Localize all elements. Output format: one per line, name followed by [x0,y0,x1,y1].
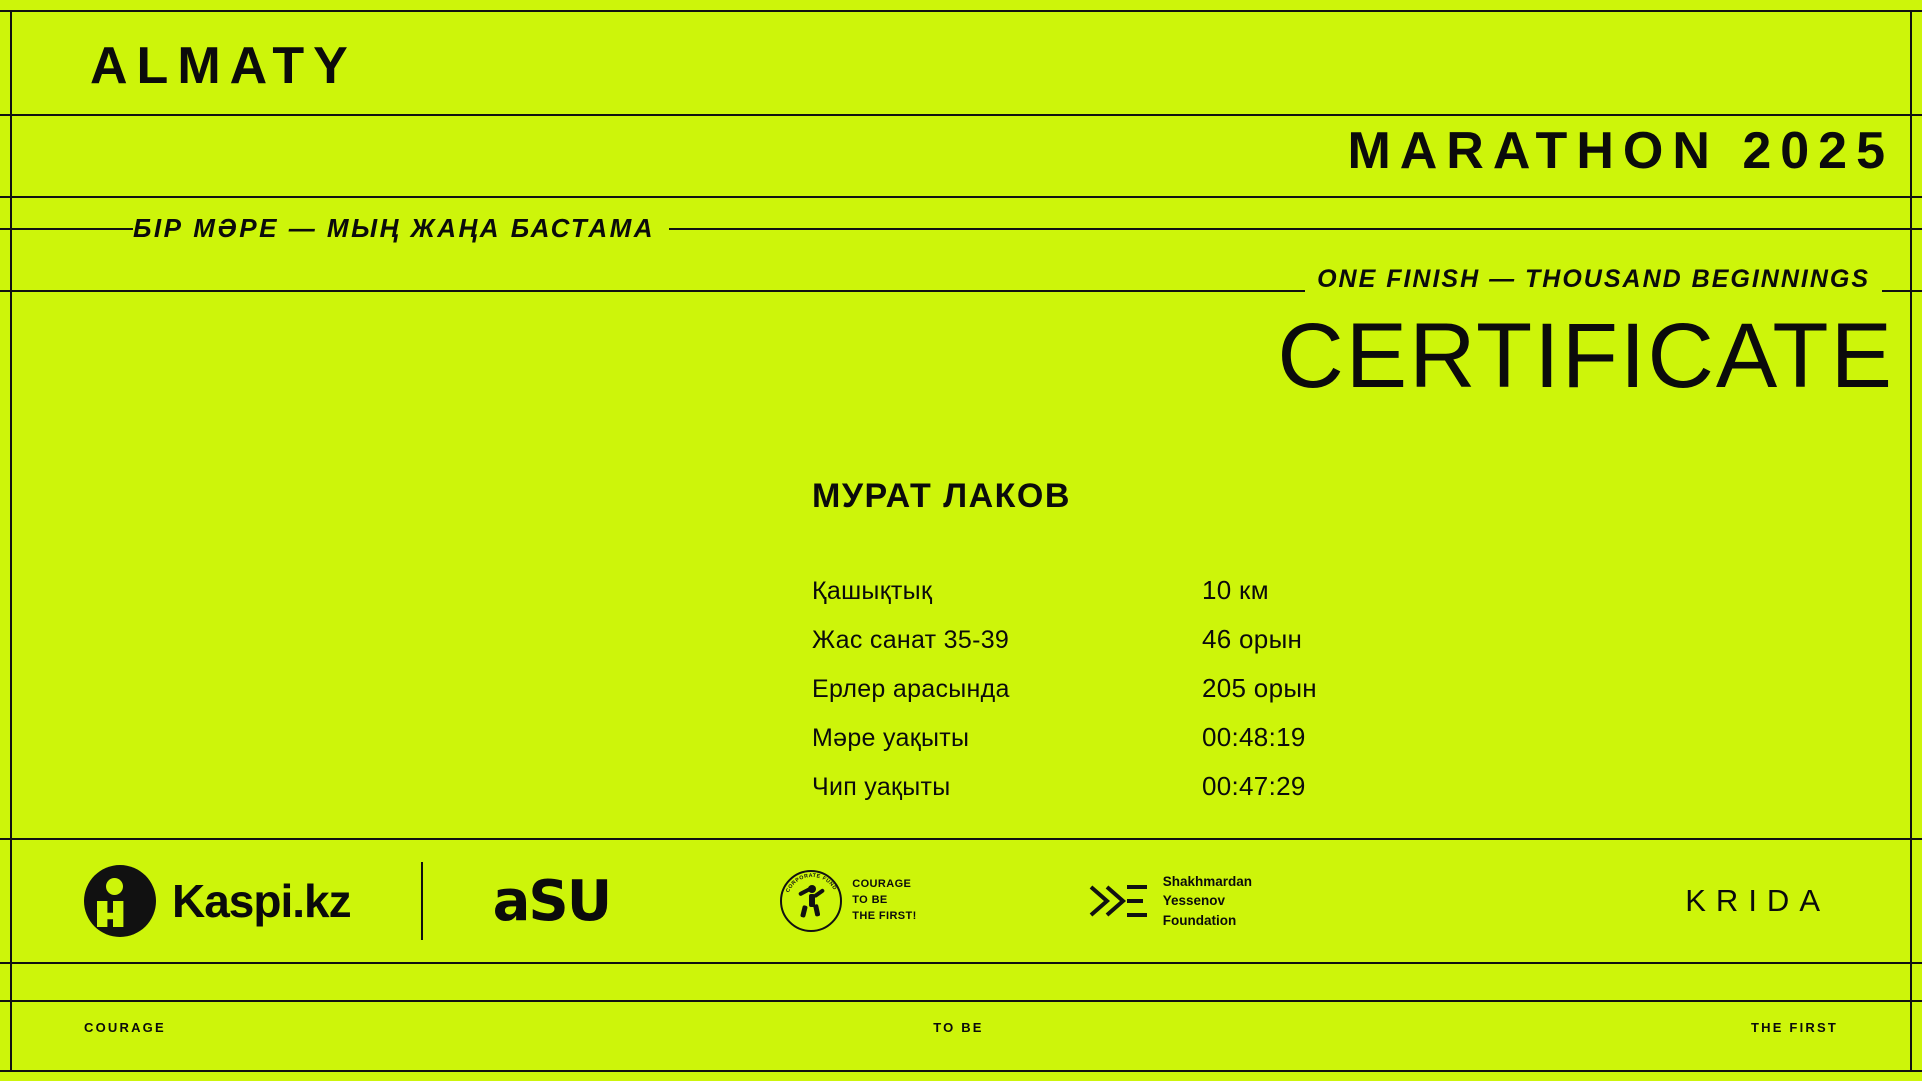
yessenov-wordmark [1163,872,1252,931]
divider-line [0,1000,1922,1002]
event-title: MARATHON 2025 [1347,122,1894,180]
courage-line-3: THE FIRST! [852,909,917,922]
result-value: 00:48:19 [1202,722,1306,752]
result-label: Ерлер арасында [812,675,1010,703]
yessenov-foundation-icon [1087,881,1151,921]
result-value: 00:47:29 [1202,771,1306,801]
shakhmardan-line-3: Foundation [1162,912,1237,928]
divider-line [0,114,1922,116]
sponsor-krida-label: KRIDA [1685,883,1830,918]
footer-bar [0,1020,1922,1035]
sponsor-shakhmardan-yessenov [1087,872,1252,931]
divider-line [0,1070,1922,1072]
result-label: Мәре уақыты [812,724,970,752]
slogan-kazakh: БІР МӘРЕ — МЫҢ ЖАҢА БАСТАМА [133,215,669,241]
runner-figure-icon [796,884,826,918]
sponsor-row [0,840,1922,962]
results-table [812,575,1592,820]
divider-line [0,962,1922,964]
courage-fund-wordmark [852,877,917,925]
city-title: ALMATY [90,37,357,95]
courage-fund-icon [780,870,842,932]
footer-right: THE FIRST [1751,1020,1838,1035]
athlete-name: МУРАТ ЛАКОВ [812,477,1071,515]
table-row [812,575,1592,606]
page-title: CERTIFICATE [1277,305,1894,407]
table-row [812,771,1592,802]
kaspi-logo-icon [84,865,156,937]
slogan-english: ONE FINISH — THOUSAND BEGINNINGS [1305,267,1882,292]
divider-line [0,10,1922,12]
shakhmardan-line-2: Yessenov [1162,893,1226,909]
result-value: 46 орын [1202,624,1303,654]
table-row [812,673,1592,704]
result-value: 205 орын [1202,673,1317,703]
sponsor-asu-label: aSU [492,868,611,934]
result-label: Жас санат 35-39 [812,626,1010,654]
result-label: Чип уақыты [812,773,951,801]
svg-text:CORPORATE FUND: CORPORATE FUND [785,872,838,894]
divider-line [0,196,1922,198]
sponsor-kaspi [84,865,351,937]
table-row [812,624,1592,655]
sponsor-courage-fund [780,870,917,932]
table-row [812,722,1592,753]
sponsor-kaspi-label: Kaspi.kz [172,875,351,927]
footer-left: COURAGE [84,1020,166,1035]
sponsor-divider [421,862,423,940]
shakhmardan-line-1: Shakhmardan [1162,873,1253,889]
result-value: 10 км [1202,575,1269,605]
footer-middle: TO BE [933,1020,984,1035]
courage-line-2: TO BE [852,894,888,907]
courage-line-1: COURAGE [852,878,912,891]
sponsor-asu [493,869,611,934]
result-label: Қашықтық [812,577,933,605]
